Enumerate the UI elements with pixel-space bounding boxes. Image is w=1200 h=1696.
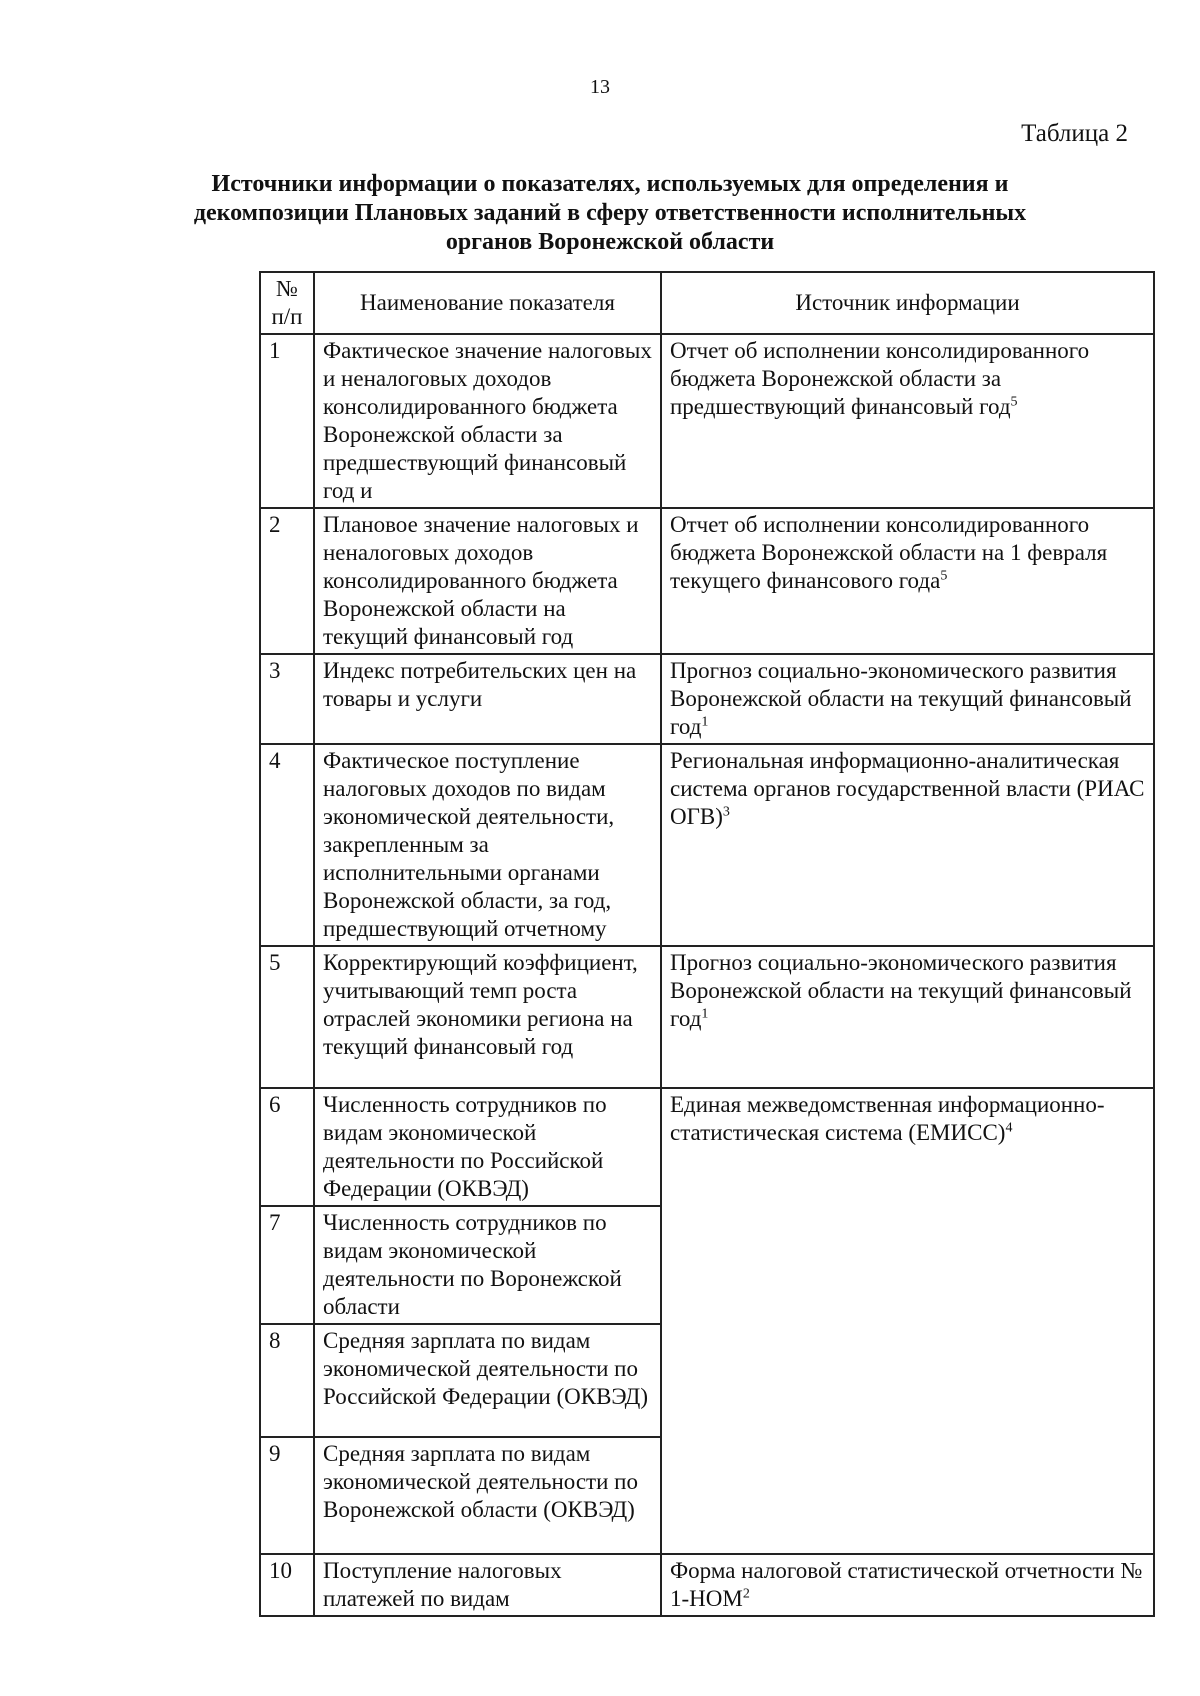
row-number: 5 bbox=[260, 946, 314, 1088]
footnote-ref: 1 bbox=[701, 714, 709, 730]
indicator-name: Средняя зарплата по видам экономической деятельности по Российской Федерации (ОКВЭД) bbox=[314, 1324, 661, 1437]
source-text: Отчет об исполнении консолидированного бюджета Воронежской области на 1 февраля текущего финансового года bbox=[670, 512, 1108, 593]
page-number: 13 bbox=[590, 76, 610, 98]
row-number: 10 bbox=[260, 1554, 314, 1616]
info-source bbox=[661, 334, 1154, 508]
source-text: Региональная информационно-аналитическая система органов государственной власти (РИАС ОГВ) bbox=[670, 748, 1145, 829]
table-row bbox=[260, 1088, 1154, 1206]
row-number: 1 bbox=[260, 334, 314, 508]
header-number-line1: № bbox=[276, 276, 298, 301]
source-text: Прогноз социально-экономического развития Воронежской области на текущий финансовый год bbox=[670, 950, 1132, 1031]
header-indicator-name: Наименование показателя bbox=[314, 272, 661, 334]
source-text: Единая межведомственная информационно-статистическая система (ЕМИСС) bbox=[670, 1092, 1105, 1145]
info-source-merged bbox=[661, 1088, 1154, 1554]
info-source bbox=[661, 508, 1154, 654]
indicator-name: Фактическое значение налоговых и неналоговых доходов консолидированного бюджета Воронежской области за предшествующий финансовый год и bbox=[314, 334, 661, 508]
table-label: Таблица 2 bbox=[1021, 120, 1128, 147]
table-row bbox=[260, 334, 1154, 508]
indicator-name: Численность сотрудников по видам экономической деятельности по Воронежской области bbox=[314, 1206, 661, 1324]
source-text: Форма налоговой статистической отчетности № 1-НОМ bbox=[670, 1558, 1143, 1611]
header-number-line2: п/п bbox=[271, 304, 303, 329]
indicator-name: Корректирующий коэффициент, учитывающий темп роста отраслей экономики региона на текущий финансовый год bbox=[314, 946, 661, 1088]
row-number: 9 bbox=[260, 1437, 314, 1554]
row-number: 3 bbox=[260, 654, 314, 744]
footnote-ref: 5 bbox=[1010, 394, 1018, 410]
row-number: 4 bbox=[260, 744, 314, 946]
indicator-name: Индекс потребительских цен на товары и услуги bbox=[314, 654, 661, 744]
footnote-ref: 2 bbox=[742, 1586, 750, 1602]
row-number: 8 bbox=[260, 1324, 314, 1437]
info-source bbox=[661, 654, 1154, 744]
table-row bbox=[260, 1554, 1154, 1616]
row-number: 2 bbox=[260, 508, 314, 654]
indicator-name: Фактическое поступление налоговых доходов по видам экономической деятельности, закрепленным за исполнительными органами Воронежской области, за год, предшествующий отчетному bbox=[314, 744, 661, 946]
document-title: Источники информации о показателях, используемых для определения и декомпозиции Плановых заданий в сферу ответственности исполнительных органов Воронежской области bbox=[193, 171, 1027, 255]
footnote-ref: 4 bbox=[1005, 1120, 1013, 1136]
table-row bbox=[260, 744, 1154, 946]
footnote-ref: 3 bbox=[722, 804, 730, 820]
table-row bbox=[260, 654, 1154, 744]
indicator-name: Плановое значение налоговых и неналоговых доходов консолидированного бюджета Воронежской области на текущий финансовый год bbox=[314, 508, 661, 654]
sources-table bbox=[259, 271, 1155, 1617]
source-text: Отчет об исполнении консолидированного бюджета Воронежской области за предшествующий финансовый год bbox=[670, 338, 1090, 419]
row-number: 6 bbox=[260, 1088, 314, 1206]
header-info-source: Источник информации bbox=[661, 272, 1154, 334]
info-source bbox=[661, 946, 1154, 1088]
footnote-ref: 5 bbox=[940, 568, 948, 584]
header-number bbox=[260, 272, 314, 334]
indicator-name: Средняя зарплата по видам экономической деятельности по Воронежской области (ОКВЭД) bbox=[314, 1437, 661, 1554]
table-header-row bbox=[260, 272, 1154, 334]
table-row bbox=[260, 946, 1154, 1088]
indicator-name: Численность сотрудников по видам экономической деятельности по Российской Федерации (ОКВЭД) bbox=[314, 1088, 661, 1206]
info-source bbox=[661, 1554, 1154, 1616]
table-row bbox=[260, 508, 1154, 654]
row-number: 7 bbox=[260, 1206, 314, 1324]
source-text: Прогноз социально-экономического развития Воронежской области на текущий финансовый год bbox=[670, 658, 1132, 739]
info-source bbox=[661, 744, 1154, 946]
footnote-ref: 1 bbox=[701, 1006, 709, 1022]
indicator-name: Поступление налоговых платежей по видам bbox=[314, 1554, 661, 1616]
